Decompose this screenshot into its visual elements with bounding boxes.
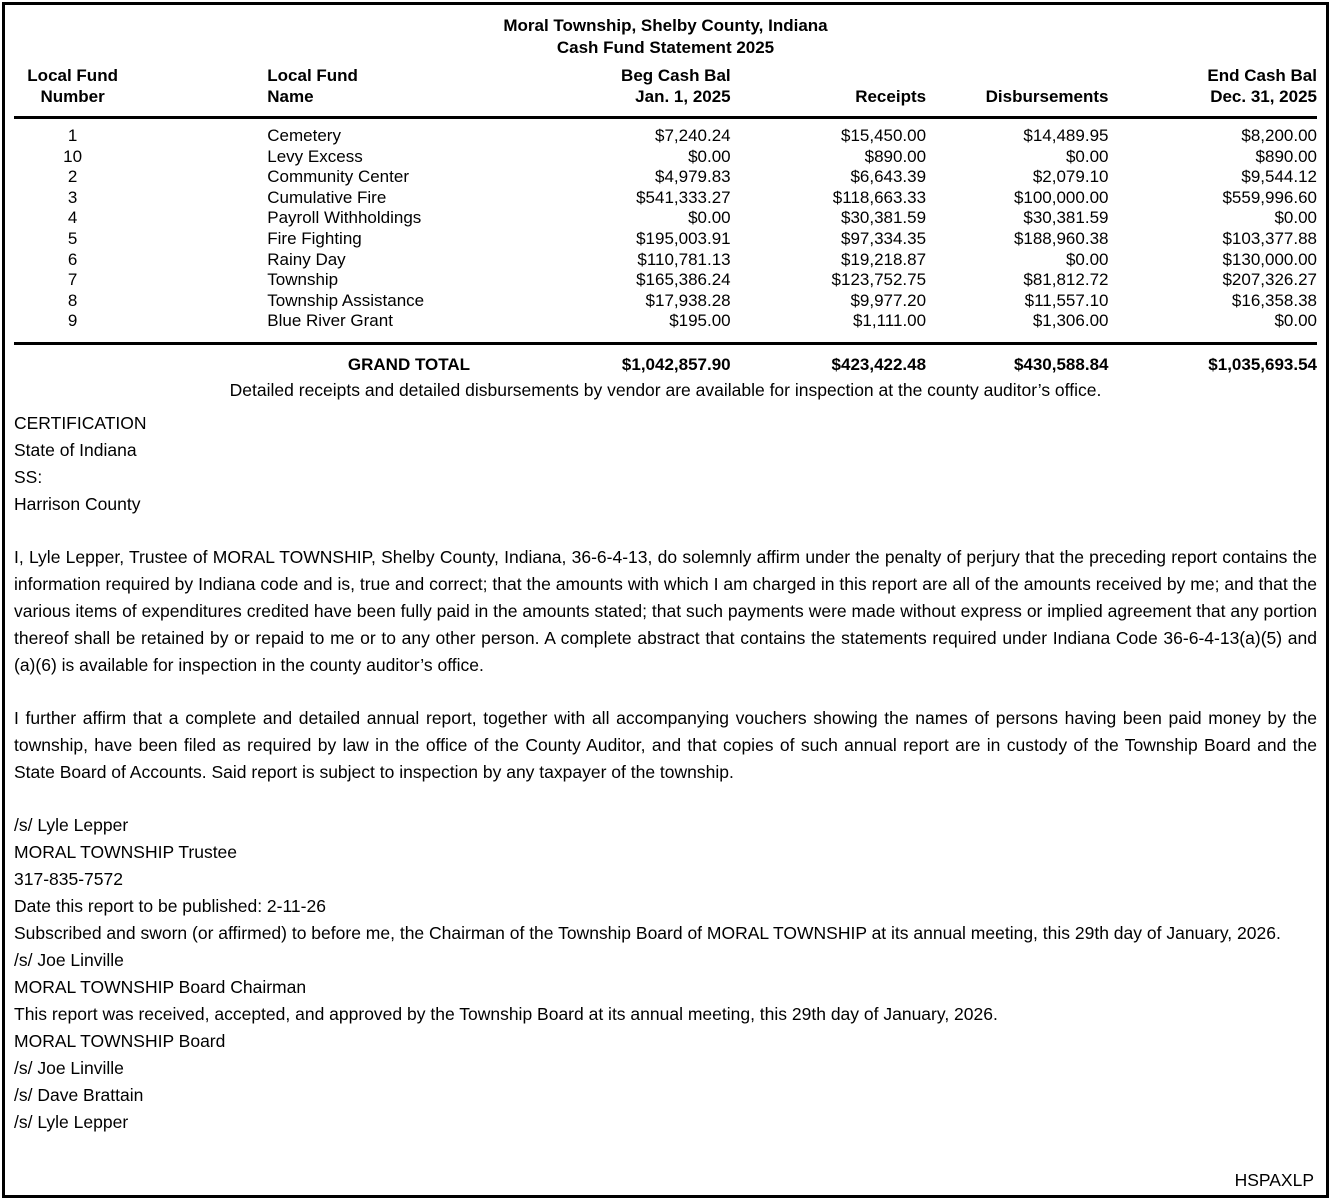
- col-header-fund-name-line1: Local Fund: [267, 66, 358, 85]
- fund-row: [14, 167, 1317, 188]
- fund-receipts: $30,381.59: [840, 208, 927, 228]
- fund-number: 4: [67, 208, 78, 228]
- publication-code: HSPAXLP: [1234, 1170, 1314, 1190]
- fund-beg-cash-bal: $195.00: [470, 311, 731, 343]
- signature-board-2: /s/ Dave Brattain: [14, 1084, 144, 1105]
- spacer: [14, 518, 1317, 544]
- fund-name: Cemetery: [267, 126, 341, 145]
- fund-name: Cumulative Fire: [267, 187, 387, 207]
- signature-board-1: /s/ Joe Linville: [14, 1057, 124, 1078]
- ss-line: SS:: [14, 466, 43, 487]
- fund-beg-cash-bal: $110,781.13: [637, 249, 731, 269]
- county-line: Harrison County: [14, 493, 141, 514]
- spacer: [14, 786, 1317, 812]
- board-line: MORAL TOWNSHIP Board: [14, 1030, 226, 1051]
- fund-number: 2: [67, 167, 78, 187]
- fund-end-cash-bal: $103,377.88: [1222, 228, 1317, 248]
- col-header-end-line1: End Cash Bal: [1207, 66, 1317, 85]
- fund-disbursements: $30,381.59: [1023, 208, 1109, 228]
- fund-beg-cash-bal: $195,003.91: [636, 228, 731, 248]
- fund-beg-cash-bal: $0.00: [688, 146, 731, 166]
- fund-name: Township: [267, 270, 339, 290]
- grand-total-row: [14, 343, 1317, 375]
- fund-number: 7: [67, 270, 78, 290]
- grand-total-receipts: $423,422.48: [831, 354, 927, 374]
- notice-title-line1: Moral Township, Shelby County, Indiana: [503, 16, 828, 35]
- fund-end-cash-bal: $890.00: [1255, 146, 1317, 166]
- fund-table-header: [14, 65, 1317, 118]
- fund-name: Rainy Day: [267, 249, 346, 269]
- fund-receipts: $15,450.00: [840, 126, 927, 145]
- col-header-receipts: Receipts: [731, 65, 926, 118]
- fund-end-cash-bal: $130,000.00: [1222, 249, 1317, 269]
- col-header-fund-number-line1: Local Fund: [27, 66, 118, 85]
- approval-line: This report was received, accepted, and approved by the Township Board at its annual meeting, this 29th day of January, 2026.: [14, 1003, 998, 1024]
- fund-disbursements: $2,079.10: [1032, 167, 1109, 187]
- trustee-title-line: MORAL TOWNSHIP Trustee: [14, 841, 238, 862]
- fund-beg-cash-bal: $165,386.24: [636, 270, 731, 290]
- fund-beg-cash-bal: $17,938.28: [645, 290, 731, 310]
- col-header-beg-line1: Beg Cash Bal: [621, 66, 731, 85]
- col-header-beg-line2: Jan. 1, 2025: [635, 87, 731, 106]
- inspection-note: Detailed receipts and detailed disbursements by vendor are available for inspection at the county auditor’s office.: [229, 379, 1102, 400]
- spacer: [14, 679, 1317, 705]
- fund-row: [14, 311, 1317, 343]
- fund-receipts: $6,643.39: [850, 167, 927, 187]
- fund-disbursements: $81,812.72: [1023, 270, 1109, 290]
- fund-row: [14, 229, 1317, 250]
- fund-beg-cash-bal: $0.00: [688, 208, 731, 228]
- grand-total-end-cash-bal: $1,035,693.54: [1208, 354, 1317, 374]
- fund-name: Community Center: [267, 167, 409, 187]
- fund-row: [14, 250, 1317, 271]
- fund-name: Levy Excess: [267, 146, 363, 166]
- fund-receipts: $1,111.00: [731, 311, 926, 343]
- col-header-fund-number-line2: Number: [40, 87, 105, 106]
- signature-trustee: /s/ Lyle Lepper: [14, 814, 129, 835]
- subscribed-paragraph: Subscribed and sworn (or affirmed) to before me, the Chairman of the Township Board of MORAL TOWNSHIP at its annual meeting, this 29th day of January, 2026.: [14, 922, 1281, 943]
- fund-end-cash-bal: $8,200.00: [1241, 126, 1317, 145]
- certification-heading: CERTIFICATION: [14, 412, 147, 433]
- fund-row: [14, 208, 1317, 229]
- fund-disbursements: $188,960.38: [1013, 228, 1109, 248]
- annual-report-paragraph: I further affirm that a complete and detailed annual report, together with all accompanying vouchers showing the names of persons having been paid money by the township, have been filed as required by law in the office of the County Auditor, and that copies of such annual report are in custody of the Township Board and the State Board of Accounts. Said report is subject to inspection by any taxpayer of the township.: [14, 707, 1317, 782]
- fund-beg-cash-bal: $4,979.83: [655, 167, 731, 187]
- fund-disbursements: $14,489.95: [1023, 126, 1109, 145]
- fund-row: [14, 270, 1317, 291]
- fund-disbursements: $1,306.00: [926, 311, 1108, 343]
- fund-row: [14, 147, 1317, 168]
- fund-number: 8: [67, 290, 78, 310]
- fund-end-cash-bal: $0.00: [1274, 208, 1317, 228]
- certification-section: [14, 410, 1317, 1136]
- fund-row: [14, 291, 1317, 312]
- state-line: State of Indiana: [14, 439, 137, 460]
- fund-number: 10: [63, 146, 83, 166]
- col-header-end-line2: Dec. 31, 2025: [1210, 87, 1317, 106]
- fund-table-body: [14, 118, 1317, 344]
- fund-end-cash-bal: $207,326.27: [1222, 270, 1317, 290]
- grand-total-disbursements: $430,588.84: [1013, 354, 1109, 374]
- phone-line: 317-835-7572: [14, 868, 123, 889]
- notice-title: [14, 15, 1317, 59]
- fund-receipts: $97,334.35: [840, 228, 927, 248]
- fund-end-cash-bal: $16,358.38: [1231, 290, 1317, 310]
- fund-number: 9: [14, 311, 131, 343]
- public-notice-page: [2, 2, 1329, 1198]
- grand-total-label: GRAND TOTAL: [347, 354, 471, 374]
- fund-number: 6: [67, 249, 78, 269]
- signature-board-3: /s/ Lyle Lepper: [14, 1111, 129, 1132]
- notice-title-line2: Cash Fund Statement 2025: [556, 38, 775, 57]
- fund-beg-cash-bal: $541,333.27: [636, 187, 731, 207]
- fund-row: [14, 188, 1317, 209]
- col-header-end-cash-bal: [1108, 65, 1317, 118]
- fund-number: 3: [67, 187, 78, 207]
- fund-row: [14, 118, 1317, 147]
- fund-number: 1: [67, 126, 78, 145]
- fund-name: Fire Fighting: [267, 228, 362, 248]
- fund-name: Payroll Withholdings: [267, 208, 422, 228]
- fund-disbursements: $0.00: [1065, 146, 1109, 166]
- fund-receipts: $123,752.75: [831, 270, 927, 290]
- publish-date-line: Date this report to be published: 2-11-26: [14, 895, 326, 916]
- fund-receipts: $9,977.20: [850, 290, 927, 310]
- col-header-fund-name: [131, 65, 470, 118]
- col-header-fund-name-line2: Name: [267, 87, 314, 106]
- col-header-beg-cash-bal: [470, 65, 731, 118]
- signature-chairman: /s/ Joe Linville: [14, 949, 124, 970]
- fund-name: Blue River Grant: [131, 311, 470, 343]
- fund-number: 5: [67, 228, 78, 248]
- fund-disbursements: $0.00: [1065, 249, 1109, 269]
- fund-beg-cash-bal: $7,240.24: [655, 126, 731, 145]
- grand-total-beg-cash-bal: $1,042,857.90: [621, 354, 731, 374]
- fund-end-cash-bal: $9,544.12: [1241, 167, 1317, 187]
- fund-end-cash-bal: $0.00: [1108, 311, 1317, 343]
- affirmation-paragraph: I, Lyle Lepper, Trustee of MORAL TOWNSHIP, Shelby County, Indiana, 36-6-4-13, do solemnly affirm under the penalty of perjury that the preceding report contains the information required by Indiana code and is, true and correct; that the amounts with which I am charged in this report are all of the amounts received by me; and that the various items of expenditures credited have been fully paid in the amounts stated; that such payments were made without express or implied agreement that any portion thereof shall be retained by or repaid to me or to any other person. A complete abstract that contains the statements required under Indiana Code 36-6-4-13(a)(5) and (a)(6) is available for inspection in the county auditor’s office.: [14, 546, 1317, 675]
- fund-receipts: $118,663.33: [832, 187, 927, 207]
- chairman-title-line: MORAL TOWNSHIP Board Chairman: [14, 976, 307, 997]
- fund-disbursements: $11,557.10: [1024, 290, 1109, 310]
- cash-fund-table: [14, 65, 1317, 375]
- fund-receipts: $19,218.87: [840, 249, 927, 269]
- fund-end-cash-bal: $559,996.60: [1222, 187, 1317, 207]
- fund-disbursements: $100,000.00: [1013, 187, 1109, 207]
- col-header-fund-number: [14, 65, 131, 118]
- fund-receipts: $890.00: [864, 146, 927, 166]
- col-header-disbursements: Disbursements: [926, 65, 1108, 118]
- fund-name: Township Assistance: [267, 290, 425, 310]
